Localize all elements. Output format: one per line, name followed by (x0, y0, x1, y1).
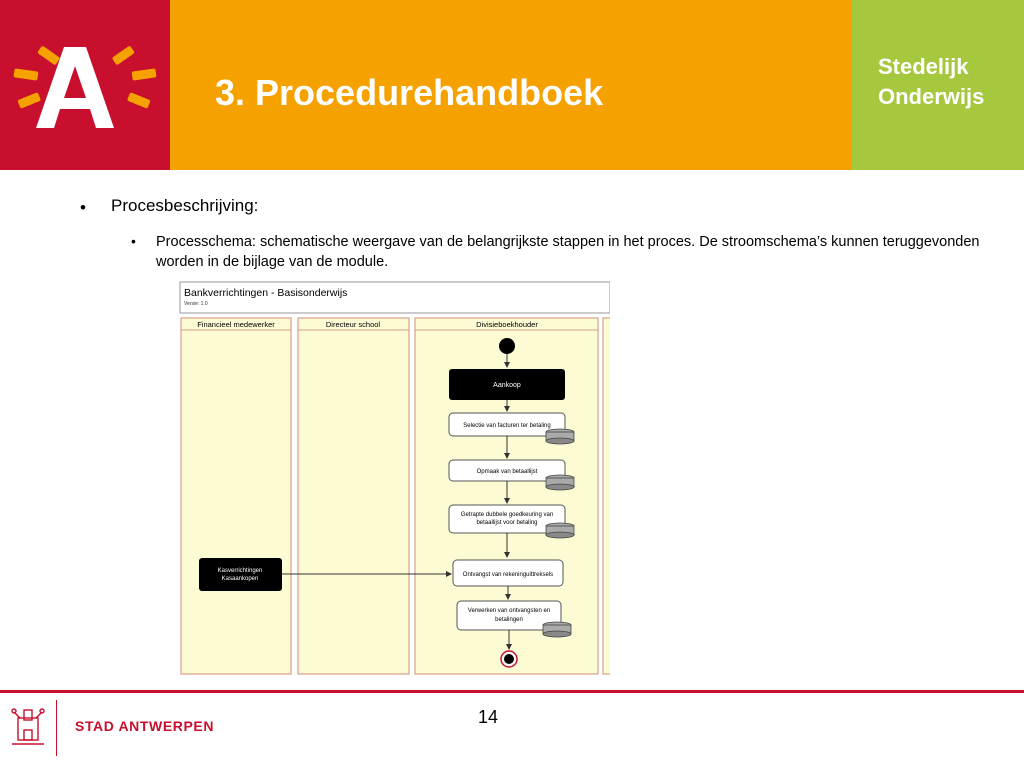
footer-divider (0, 690, 1024, 693)
step-kasverrichtingen (199, 558, 282, 591)
diagram-version: Versie: 1.0 (184, 301, 208, 307)
start-node (499, 338, 515, 354)
database-icon (546, 429, 574, 444)
lane-label-directeur: Directeur school (325, 320, 381, 329)
lane-label-divisieboekhouder: Divisieboekhouder (476, 320, 538, 329)
footer-org-name: STAD ANTWERPEN (75, 718, 215, 734)
step-goedkeuring-label-2: betaallijst voor betaling (476, 520, 538, 526)
step-ontvangst-label: Ontvangst van rekeninguittreksels (462, 572, 554, 578)
header-logo-block (0, 0, 170, 170)
lane-financieel (181, 318, 291, 674)
footer-separator (56, 700, 57, 756)
bullet-1-text: Procesbeschrijving: (111, 196, 259, 215)
database-icon (543, 622, 571, 637)
brand-line-1: Stedelijk (878, 54, 969, 79)
step-opmaak-label: Opmaak van betaallijst (476, 469, 538, 475)
step-aankoop-label: Aankoop (493, 382, 521, 389)
lane-label-financieel: Financieel medewerker (197, 320, 275, 329)
database-icon (546, 523, 574, 538)
process-flowchart (179, 281, 610, 678)
step-kas-label-2: Kasaankopen (221, 576, 259, 582)
page-number: 14 (478, 707, 499, 727)
brand-text (878, 52, 984, 112)
bullet-2-text: Processchema: schematische weergave van de belangrijkste stappen in het proces. De stroomschema’s kunnen teruggevonden worden in de bijlage van de module. (156, 234, 980, 270)
end-node (501, 651, 517, 667)
page-title: 3. Procedurehandboek (215, 72, 604, 113)
brand-line-2: Onderwijs (878, 84, 985, 109)
step-selectie-label: Selectie van facturen ter betaling (463, 423, 551, 429)
lane-directeur (298, 318, 409, 674)
antwerp-coat-of-arms-icon (8, 704, 48, 748)
antwerp-a-logo-icon (0, 0, 170, 170)
lane-partial (603, 318, 610, 674)
bullet-marker-1: • (80, 198, 86, 217)
step-goedkeuring-label-1: Getrapte dubbele goedkeuring van (460, 512, 554, 518)
step-verwerken-label-2: betalingen (495, 617, 523, 623)
diagram-title: Bankverrichtingen - Basisonderwijs (184, 287, 348, 299)
database-icon (546, 475, 574, 490)
bullet-marker-2: • (131, 233, 136, 249)
step-verwerken-label-1: Verwerken van ontvangsten en (467, 608, 551, 614)
step-kas-label-1: Kasverrichtingen (217, 568, 263, 574)
